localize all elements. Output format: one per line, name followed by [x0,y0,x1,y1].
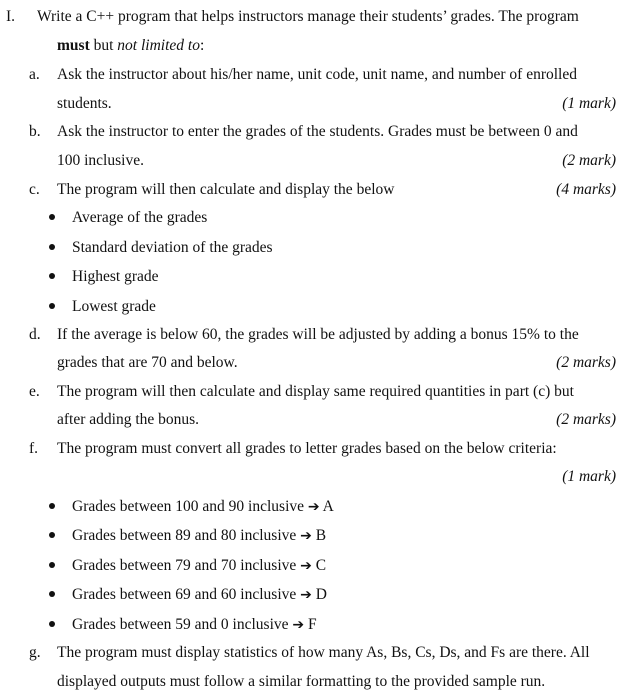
intro-but: but [89,37,118,54]
arrow-right-icon: ➔ [307,499,320,515]
bullet-dot [49,303,55,309]
item-b-mark: (2 mark) [562,152,616,169]
bullet-dot [49,244,55,250]
letter-grade: F [308,616,317,633]
letter-grade: C [315,557,327,574]
bullet-dot [49,214,55,220]
item-a-line1: Ask the instructor about his/her name, unit code, unit name, and number of enrolled [57,66,577,83]
letter-grade: D [315,586,327,603]
item-g-letter: g. [29,644,41,661]
item-d-mark: (2 marks) [556,354,616,371]
item-a-line2: students. [57,95,112,112]
item-e-mark: (2 marks) [556,411,616,428]
item-g-line2: displayed outputs must follow a similar formatting to the provided sample run. [57,673,546,690]
item-f-line1: The program must convert all grades to letter grades based on the below criteria: [57,440,557,457]
not-limited-emphasis: not limited to [117,37,200,54]
bullet-dot [49,562,55,568]
question-intro-line2 [57,37,204,55]
item-f-bullet-2 [72,527,326,545]
item-d-line1: If the average is below 60, the grades will be adjusted by adding a bonus 15% to the [57,326,579,343]
item-e-line2: after adding the bonus. [57,411,200,428]
item-c-bullet-4: Lowest grade [72,298,156,315]
intro-colon: : [199,37,205,54]
item-c-line1: The program will then calculate and display the below [57,181,395,198]
question-number: I. [6,8,16,25]
question-intro-line1: Write a C++ program that helps instructors manage their students’ grades. The program [37,8,579,25]
criteria-text: Grades between 89 and 80 inclusive [72,527,297,544]
item-c-bullet-3: Highest grade [72,268,159,285]
letter-grade: B [315,527,327,544]
criteria-text: Grades between 69 and 60 inclusive [72,586,297,603]
item-e-letter: e. [29,383,40,400]
item-d-line2: grades that are 70 and below. [57,354,238,371]
item-c-bullet-1: Average of the grades [72,209,208,226]
item-f-letter: f. [29,440,39,457]
item-f-bullet-5 [72,616,317,634]
arrow-right-icon: ➔ [300,528,312,544]
letter-grade: A [322,498,334,515]
item-c-bullet-2: Standard deviation of the grades [72,239,273,256]
item-b-line2: 100 inclusive. [57,152,144,169]
item-b-line1: Ask the instructor to enter the grades of the students. Grades must be between 0 and [57,123,578,140]
criteria-text: Grades between 79 and 70 inclusive [72,557,297,574]
item-f-bullet-4 [72,586,327,604]
item-f-bullet-1 [72,498,334,516]
item-c-letter: c. [29,181,40,198]
criteria-text: Grades between 59 and 0 inclusive [72,616,289,633]
item-f-mark: (1 mark) [562,468,616,485]
must-emphasis: must [57,37,90,54]
item-c-mark: (4 marks) [556,181,616,198]
criteria-text: Grades between 100 and 90 inclusive [72,498,305,515]
item-d-letter: d. [29,326,41,343]
item-a-mark: (1 mark) [562,95,616,112]
bullet-dot [49,532,55,538]
bullet-dot [49,591,55,597]
bullet-dot [49,621,55,627]
bullet-dot [49,503,55,509]
item-b-letter: b. [29,123,41,140]
item-g-line1: The program must display statistics of how many As, Bs, Cs, Ds, and Fs are there. All [57,644,590,661]
arrow-right-icon: ➔ [300,587,312,603]
arrow-right-icon: ➔ [292,617,305,633]
arrow-right-icon: ➔ [300,558,312,574]
item-e-line1: The program will then calculate and display same required quantities in part (c) but [57,383,574,400]
item-f-bullet-3 [72,557,326,575]
bullet-dot [49,273,55,279]
item-a-letter: a. [29,66,40,83]
